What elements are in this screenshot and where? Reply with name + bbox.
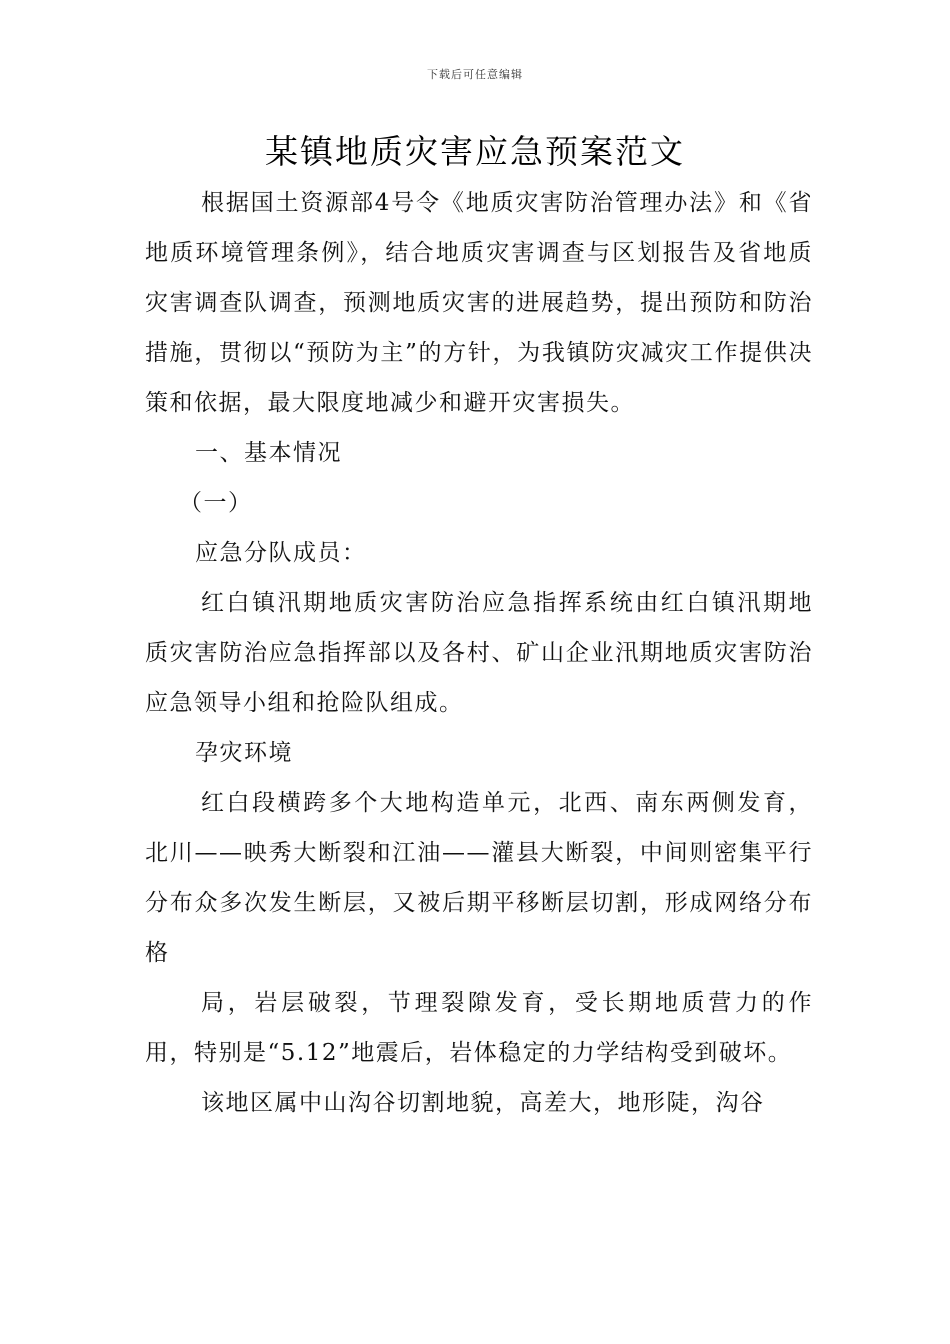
rock-structure-paragraph: 局，岩层破裂，节理裂隙发育，受长期地质营力的作用，特别是“5.12”地震后，岩体稳定的力学结构受到破坏。 (145, 990, 813, 1066)
document-title: 某镇地质灾害应急预案范文 (265, 132, 685, 171)
subsection-heading-environment: 孕灾环境 (195, 740, 293, 766)
header-note: 下载后可任意编辑 (427, 68, 523, 81)
terrain-paragraph: 该地区属中山沟谷切割地貌，高差大，地形陡，沟谷 (201, 1090, 765, 1116)
subsection-heading-emergency-team: 应急分队成员： (195, 540, 367, 566)
section-heading-basic-info: 一、基本情况 (195, 440, 342, 466)
emergency-team-paragraph: 红白镇汛期地质灾害防治应急指挥系统由红白镇汛期地质灾害防治应急指挥部以及各村、矿山企业汛期地质灾害防治应急领导小组和抢险队组成。 (145, 590, 813, 716)
document-body (145, 178, 813, 1128)
subsection-number: （一） (179, 490, 253, 516)
intro-paragraph: 根据国土资源部4号令《地质灾害防治管理办法》和《省地质环境管理条例》，结合地质灾害调查与区划报告及省地质灾害调查队调查，预测地质灾害的进展趋势，提出预防和防治措施，贯彻以“预防为主”的方针，为我镇防灾减灾工作提供决策和依据，最大限度地减少和避开灾害损失。 (145, 190, 813, 416)
geology-paragraph: 红白段横跨多个大地构造单元，北西、南东两侧发育，北川——映秀大断裂和江油——灌县大断裂，中间则密集平行分布众多次发生断层，又被后期平移断层切割，形成网络分布格 (145, 790, 813, 966)
